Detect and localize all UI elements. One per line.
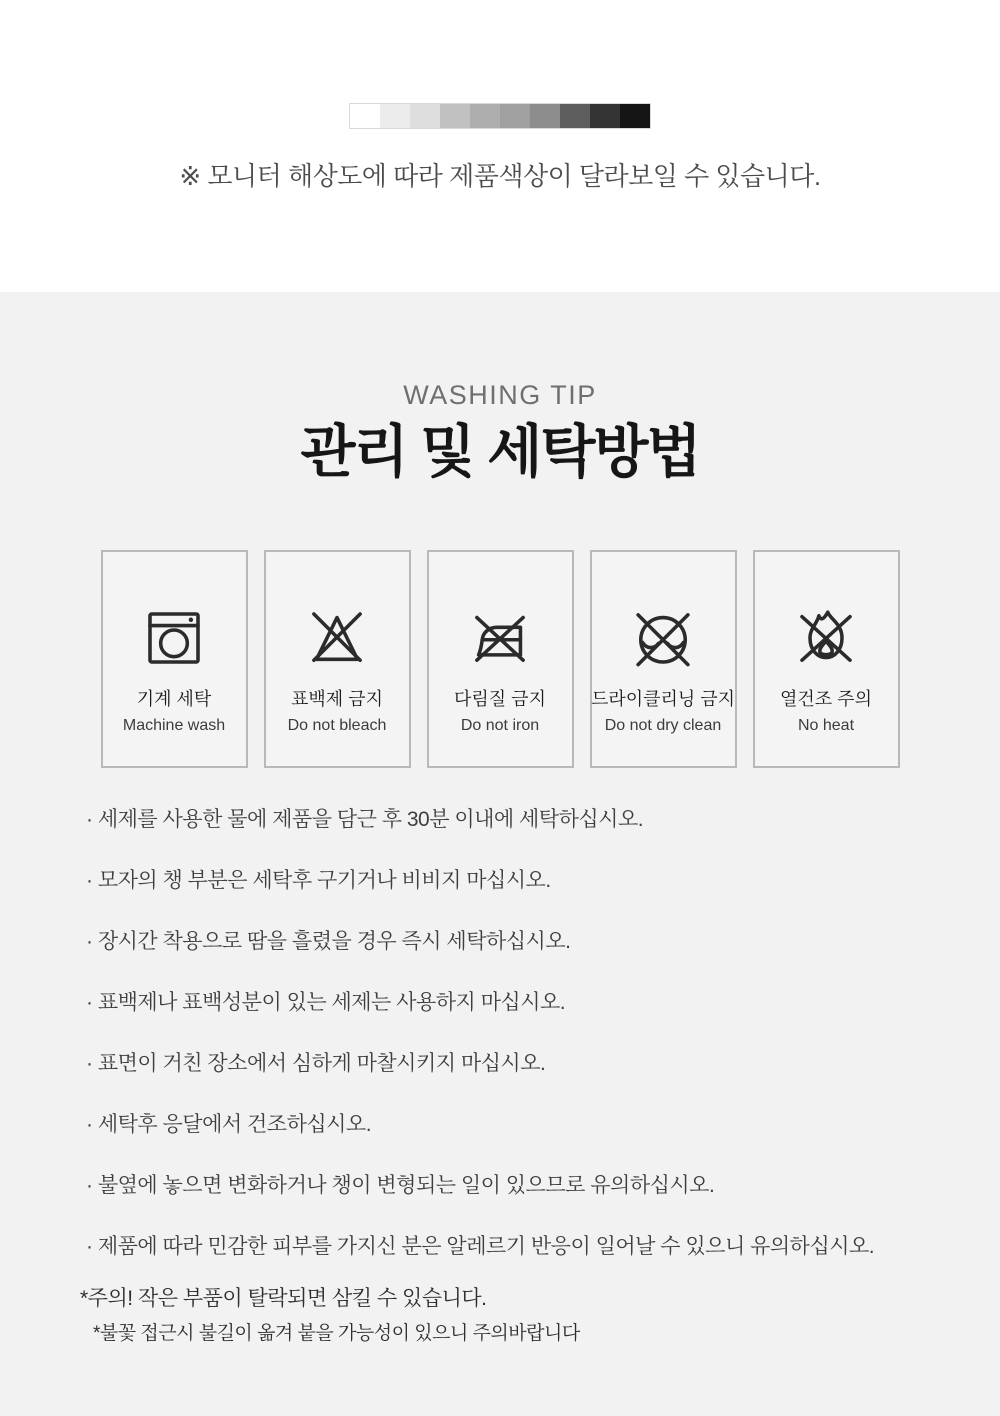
care-label-en: No heat <box>797 717 855 734</box>
care-label-en: Do not dry clean <box>604 717 722 734</box>
grayscale-swatch <box>350 104 380 128</box>
care-label-ko: 표백제 금지 <box>291 689 383 709</box>
machine-wash-icon <box>142 606 206 670</box>
grayscale-swatch <box>530 104 560 128</box>
grayscale-swatch <box>500 104 530 128</box>
care-instruction-list <box>0 808 1000 1258</box>
grayscale-swatch <box>620 104 650 128</box>
warning-note-main: *주의! 작은 부품이 탈락되면 삼킬 수 있습니다. <box>80 1287 487 1310</box>
grayscale-swatch <box>590 104 620 128</box>
care-card-do-not-dry-clean <box>590 550 737 768</box>
grayscale-swatch <box>440 104 470 128</box>
care-instruction: · 세탁후 응달에서 건조하십시오. <box>86 1113 372 1136</box>
grayscale-swatch <box>410 104 440 128</box>
care-card-do-not-iron <box>427 550 574 768</box>
grayscale-color-bar <box>349 103 651 129</box>
care-label-en: Do not bleach <box>287 717 387 734</box>
care-instruction: · 장시간 착용으로 땀을 흘렸을 경우 즉시 세탁하십시오. <box>86 930 571 953</box>
care-label-ko: 드라이클리닝 금지 <box>590 689 736 709</box>
color-notice-section <box>0 0 1000 292</box>
care-instruction: · 불옆에 놓으면 변화하거나 챙이 변형되는 일이 있으므로 유의하십시오. <box>86 1174 715 1197</box>
care-card-do-not-bleach <box>264 550 411 768</box>
care-instruction: · 표면이 거친 장소에서 심하게 마찰시키지 마십시오. <box>86 1052 546 1075</box>
do-not-bleach-icon <box>305 606 369 670</box>
grayscale-swatch <box>560 104 590 128</box>
warning-notes <box>0 1287 1000 1344</box>
care-label-en: Do not iron <box>460 717 540 734</box>
care-instruction: · 모자의 챙 부분은 세탁후 구기거나 비비지 마십시오. <box>86 869 551 892</box>
no-heat-icon <box>794 606 858 670</box>
do-not-dry-clean-icon <box>631 606 695 670</box>
care-card-machine-wash <box>101 550 248 768</box>
grayscale-swatch <box>380 104 410 128</box>
care-card-no-heat <box>753 550 900 768</box>
care-label-en: Machine wash <box>122 717 226 734</box>
section-title: 관리 및 세탁방법 <box>300 420 700 484</box>
care-symbol-row <box>0 550 1000 768</box>
care-label-ko: 열건조 주의 <box>780 689 872 709</box>
care-label-ko: 다림질 금지 <box>454 689 546 709</box>
monitor-color-disclaimer: ※ 모니터 해상도에 따라 제품색상이 달라보일 수 있습니다. <box>179 161 821 191</box>
washing-tip-section <box>0 292 1000 1416</box>
care-instruction: · 표백제나 표백성분이 있는 세제는 사용하지 마십시오. <box>86 991 566 1014</box>
warning-note-sub: *불꽃 접근시 불길이 옮겨 붙을 가능성이 있으니 주의바랍니다 <box>93 1323 580 1344</box>
washing-tip-eyebrow: WASHING TIP <box>403 380 597 410</box>
care-instruction: · 세제를 사용한 물에 제품을 담근 후 30분 이내에 세탁하십시오. <box>86 808 644 831</box>
do-not-iron-icon <box>468 606 532 670</box>
care-instruction: · 제품에 따라 민감한 피부를 가지신 분은 알레르기 반응이 일어날 수 있으니 유의하십시오. <box>86 1235 875 1258</box>
grayscale-swatch <box>470 104 500 128</box>
care-label-ko: 기계 세탁 <box>136 689 212 709</box>
